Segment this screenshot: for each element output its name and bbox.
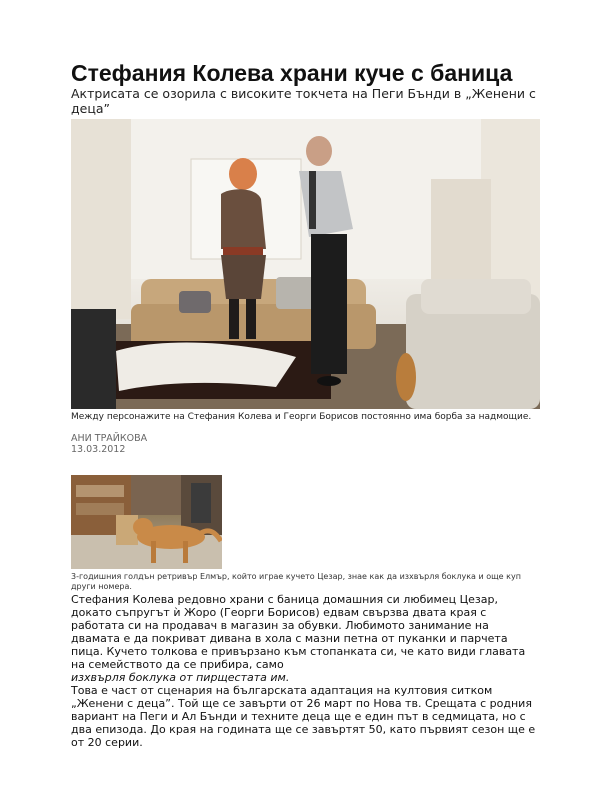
dog-photo-caption: 3-годишния голдън ретривър Елмър, който играе кучето Цезар, знае как да изхвърля боклука и още куп други номера. [71, 572, 521, 591]
living-room-scene-image [71, 119, 540, 409]
paragraph: Стефания Колева редовно храни с баница домашния си любимец Цезар, докато съпругът ѝ Жоро (Георги Борисов) едвам свързва двата края с работата си на продавач в магазин за обувки. Любимото занимание на двамата е да покриват дивана в хола с мазни петна от пуканки и парчета пица. Кучето толкова е привързано към стопанката си, че като види главата на семейството да се прибира, само [71, 593, 526, 671]
dog-scene-image [71, 475, 222, 569]
author: АНИ ТРАЙКОВА [71, 433, 148, 444]
byline [71, 433, 541, 455]
article-subtitle: Актрисата се озорила с високите токчета на Пеги Бънди в „Женени с деца” [71, 86, 536, 116]
paragraph: Това е част от сценария на българската адаптация на култовия ситком „Женени с деца”. Той ще се завърти от 26 март по Нова тв. Срещата с родния вариант на Пеги и Ал Бънди и техните деца ще е един път в седмицата, но с два епизода. До края на годината ще се завъртят 50, като първият сезон ще е от 20 серии. [71, 684, 536, 749]
publish-date: 13.03.2012 [71, 444, 126, 455]
paragraph-italic: изхвърля боклука от пирщестата им. [71, 671, 290, 684]
main-photo-caption: Между персонажите на Стефания Колева и Георги Борисов постоянно има борба за надмощие. [71, 412, 532, 422]
article-body [71, 593, 541, 749]
dog-photo [71, 475, 222, 569]
article-title: Стефания Колева храни куче с баница [71, 60, 513, 86]
article [71, 60, 541, 749]
main-photo [71, 119, 540, 409]
